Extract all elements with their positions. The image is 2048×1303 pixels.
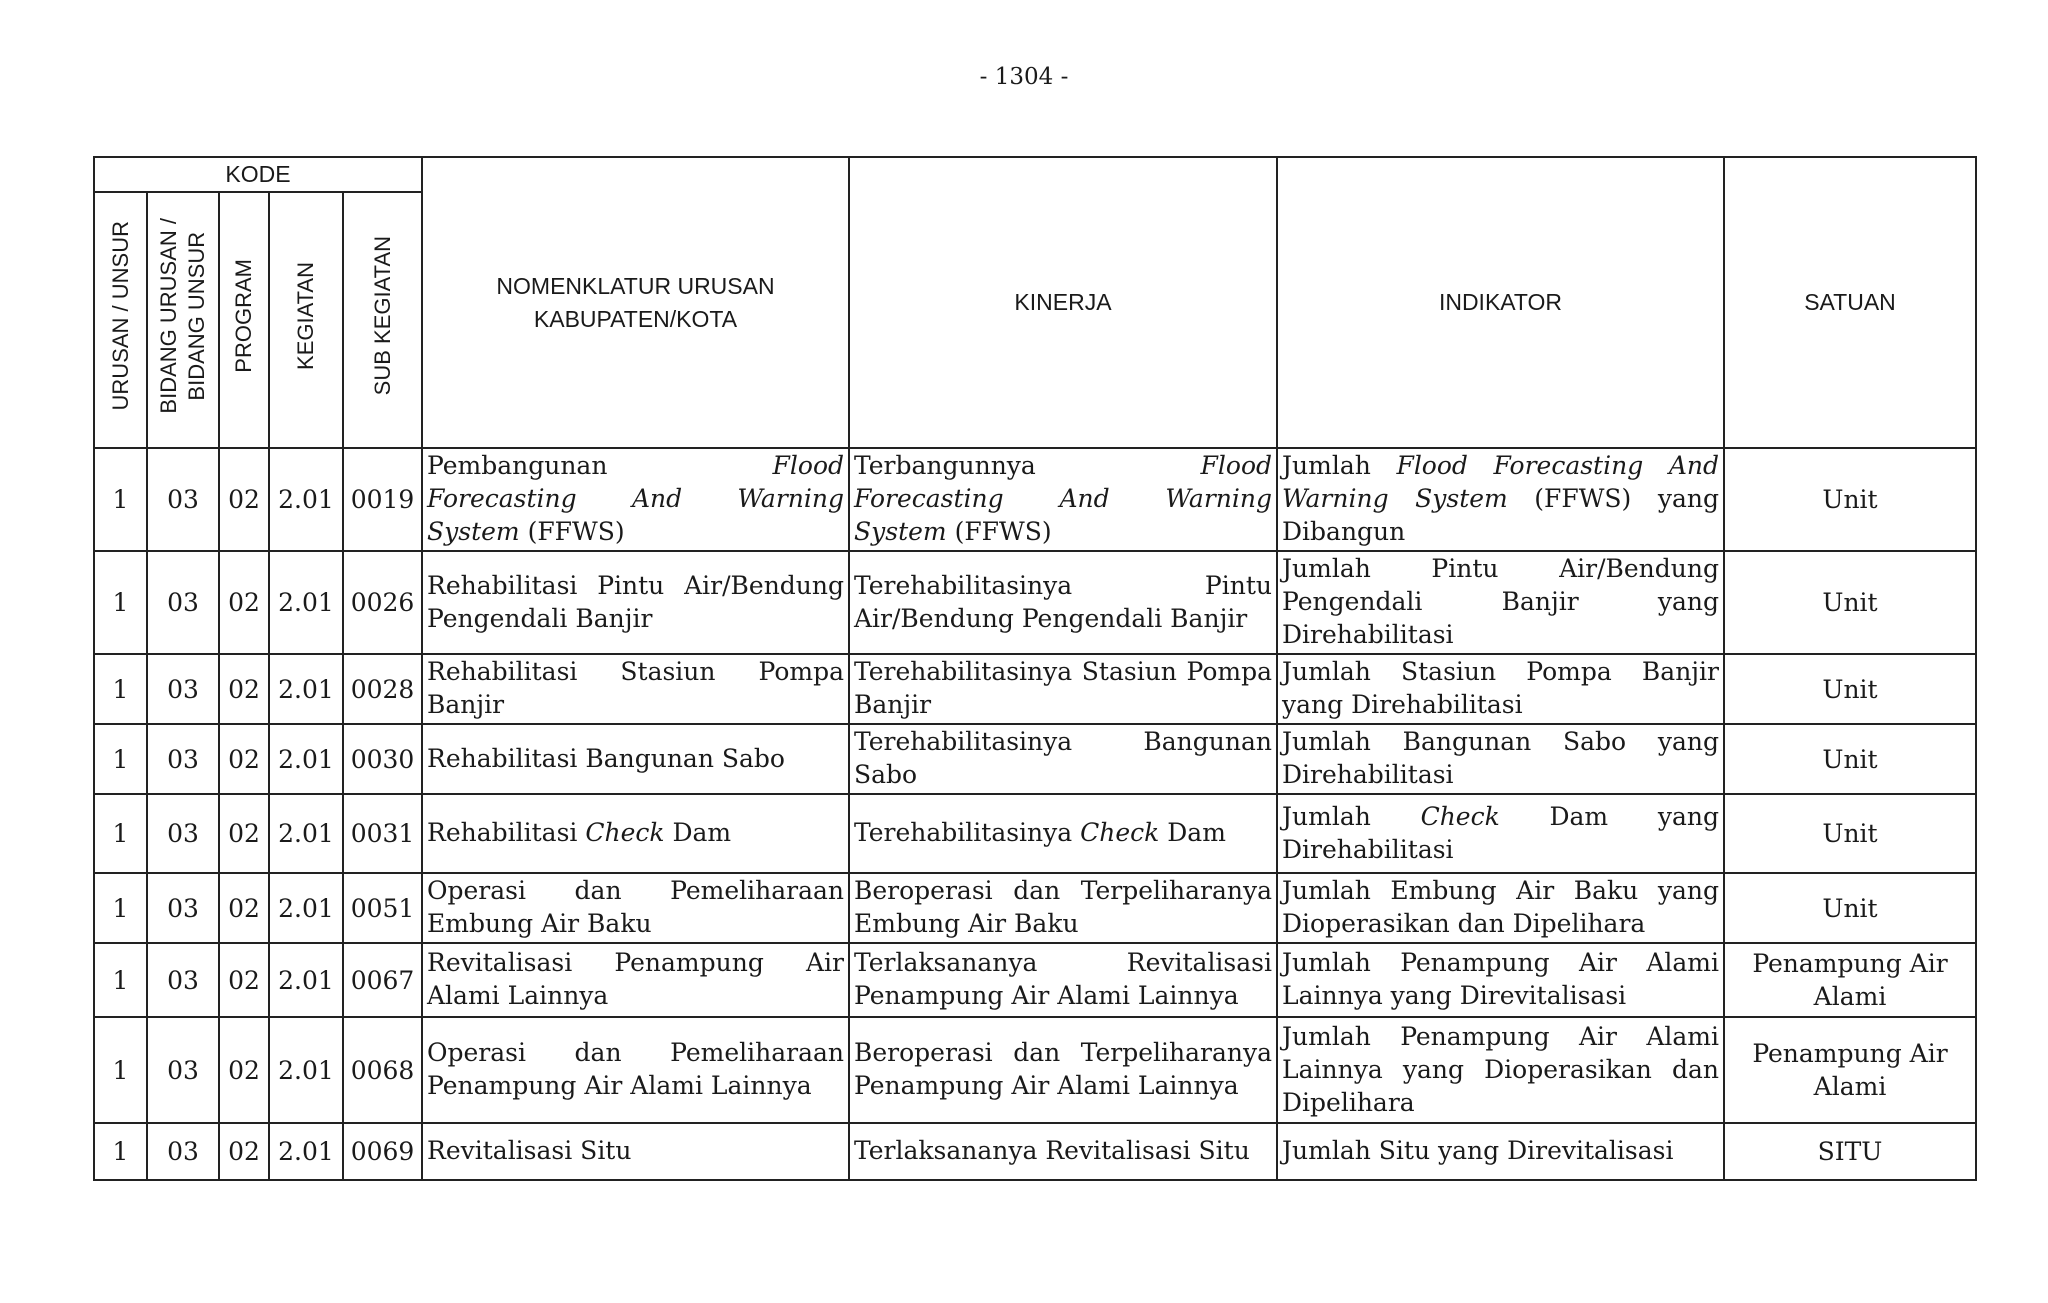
text-a: Jumlah	[1282, 801, 1421, 831]
cell-nomenklatur	[422, 654, 849, 724]
cell-urusan: 1	[94, 724, 147, 794]
text-a: Terehabilitasinya Bangunan Sabo	[854, 727, 1272, 789]
cell-program: 02	[219, 794, 269, 873]
cell-nomenklatur	[422, 1017, 849, 1123]
urusan-header-text: URUSAN / UNSUR	[107, 220, 133, 411]
nomenklatur-header-line2: KABUPATEN/KOTA	[533, 305, 738, 332]
cell-bidang: 03	[147, 873, 219, 943]
cell-urusan: 1	[94, 1123, 147, 1180]
cell-program: 02	[219, 873, 269, 943]
cell-program: 02	[219, 724, 269, 794]
cell-kinerja	[849, 551, 1277, 654]
cell-nomenklatur	[422, 943, 849, 1017]
nomenklatur-header-line1: NOMENKLATUR URUSAN	[496, 272, 775, 299]
cell-kegiatan: 2.01	[269, 1017, 343, 1123]
text-a: Jumlah Pintu Air/Bendung Pengendali Banjir yang Direhabilitasi	[1282, 554, 1719, 649]
text-b: Dam	[664, 818, 732, 847]
cell-urusan: 1	[94, 654, 147, 724]
indikator-header: INDIKATOR	[1277, 157, 1724, 448]
cell-sub-kegiatan: 0067	[343, 943, 422, 1017]
text-italic: Check	[585, 818, 665, 847]
text-a: Terlaksananya Revitalisasi Penampung Air Alami Lainnya	[854, 948, 1272, 1010]
text-a: Pembangunan	[427, 451, 773, 480]
cell-kinerja	[849, 1017, 1277, 1123]
text-a: Jumlah Penampung Air Alami Lainnya yang Direvitalisasi	[1282, 948, 1719, 1010]
cell-nomenklatur	[422, 724, 849, 794]
kinerja-header: KINERJA	[849, 157, 1277, 448]
cell-kinerja	[849, 448, 1277, 551]
cell-satuan: Unit	[1724, 654, 1976, 724]
text-a: Jumlah	[1282, 451, 1397, 480]
text-italic: Flood Forecasting And Warning System	[1282, 451, 1719, 513]
text-a: Jumlah Bangunan Sabo yang Direhabilitasi	[1282, 727, 1719, 789]
table-body	[94, 448, 1976, 1180]
table-row	[94, 1017, 1976, 1123]
cell-indikator	[1277, 1123, 1724, 1180]
sub-kegiatan-header	[343, 192, 422, 448]
text-a: Operasi dan Pemeliharaan Penampung Air Alami Lainnya	[427, 1038, 844, 1100]
text-a: Jumlah Stasiun Pompa Banjir yang Direhabilitasi	[1282, 657, 1719, 719]
urusan-header	[94, 192, 147, 448]
bidang-header-text	[155, 218, 211, 414]
text-a: Jumlah Embung Air Baku yang Dioperasikan dan Dipelihara	[1282, 876, 1719, 938]
cell-bidang: 03	[147, 551, 219, 654]
cell-kegiatan: 2.01	[269, 794, 343, 873]
cell-bidang: 03	[147, 654, 219, 724]
table-row	[94, 794, 1976, 873]
cell-urusan: 1	[94, 943, 147, 1017]
text-a: Rehabilitasi Stasiun Pompa Banjir	[427, 657, 844, 719]
cell-kinerja	[849, 794, 1277, 873]
text-a: Jumlah Penampung Air Alami Lainnya yang Dioperasikan dan Dipelihara	[1282, 1021, 1719, 1117]
text-a: Terlaksananya Revitalisasi Situ	[854, 1136, 1250, 1165]
cell-bidang: 03	[147, 1017, 219, 1123]
cell-program: 02	[219, 1017, 269, 1123]
cell-kinerja	[849, 654, 1277, 724]
cell-urusan: 1	[94, 1017, 147, 1123]
cell-satuan: Unit	[1724, 724, 1976, 794]
text-a: Terehabilitasinya	[854, 818, 1081, 847]
cell-indikator	[1277, 551, 1724, 654]
cell-nomenklatur	[422, 794, 849, 873]
cell-sub-kegiatan: 0068	[343, 1017, 422, 1123]
cell-nomenklatur	[422, 873, 849, 943]
cell-program: 02	[219, 448, 269, 551]
kode-header: KODE	[94, 157, 422, 192]
text-a: Rehabilitasi	[427, 818, 586, 847]
cell-satuan: Unit	[1724, 448, 1976, 551]
text-italic: Check	[1080, 818, 1160, 847]
cell-sub-kegiatan: 0031	[343, 794, 422, 873]
cell-kegiatan: 2.01	[269, 943, 343, 1017]
text-italic: Flood Forecasting And Warning System	[427, 451, 844, 546]
cell-indikator	[1277, 448, 1724, 551]
cell-sub-kegiatan: 0051	[343, 873, 422, 943]
cell-sub-kegiatan: 0028	[343, 654, 422, 724]
cell-nomenklatur	[422, 448, 849, 551]
table-row	[94, 873, 1976, 943]
bidang-header-line2: BIDANG UNSUR	[184, 231, 209, 400]
text-a: Rehabilitasi Bangunan Sabo	[427, 743, 785, 773]
table-row	[94, 1123, 1976, 1180]
cell-nomenklatur	[422, 1123, 849, 1180]
cell-kinerja	[849, 943, 1277, 1017]
table-row	[94, 943, 1976, 1017]
text-a: Beroperasi dan Terpeliharanya Embung Air Baku	[854, 876, 1272, 938]
cell-satuan: Unit	[1724, 794, 1976, 873]
cell-program: 02	[219, 943, 269, 1017]
table-row	[94, 448, 1976, 551]
text-a: Jumlah Situ yang Direvitalisasi	[1282, 1136, 1674, 1165]
cell-nomenklatur	[422, 551, 849, 654]
cell-bidang: 03	[147, 794, 219, 873]
text-a: Terbangunnya	[854, 451, 1201, 480]
cell-urusan: 1	[94, 873, 147, 943]
cell-kegiatan: 2.01	[269, 1123, 343, 1180]
cell-kegiatan: 2.01	[269, 551, 343, 654]
text-b: Dam	[1159, 818, 1226, 847]
text-b: Dam yang Direhabilitasi	[1282, 801, 1719, 864]
text-italic: Flood Forecasting And Warning System	[854, 451, 1272, 546]
kegiatan-header	[269, 192, 343, 448]
text-b: (FFWS) yang Dibangun	[1282, 484, 1719, 546]
cell-satuan: Penampung Air Alami	[1724, 1017, 1976, 1123]
cell-satuan: Unit	[1724, 873, 1976, 943]
bidang-header	[147, 192, 219, 448]
table-row	[94, 654, 1976, 724]
program-header	[219, 192, 269, 448]
cell-bidang: 03	[147, 943, 219, 1017]
text-a: Revitalisasi Penampung Air Alami Lainnya	[427, 948, 844, 1010]
cell-kinerja	[849, 724, 1277, 794]
bidang-header-line1: BIDANG URUSAN /	[156, 217, 181, 414]
nomenklatur-header	[422, 157, 849, 448]
cell-indikator	[1277, 724, 1724, 794]
cell-kegiatan: 2.01	[269, 448, 343, 551]
cell-urusan: 1	[94, 551, 147, 654]
cell-bidang: 03	[147, 724, 219, 794]
table-row	[94, 551, 1976, 654]
cell-urusan: 1	[94, 794, 147, 873]
cell-bidang: 03	[147, 1123, 219, 1180]
cell-satuan: Penampung Air Alami	[1724, 943, 1976, 1017]
cell-sub-kegiatan: 0026	[343, 551, 422, 654]
cell-indikator	[1277, 654, 1724, 724]
sub-kegiatan-header-text: SUB KEGIATAN	[369, 235, 395, 396]
kegiatan-header-text: KEGIATAN	[293, 261, 318, 370]
cell-kegiatan: 2.01	[269, 724, 343, 794]
text-italic: Check	[1420, 801, 1500, 831]
cell-kegiatan: 2.01	[269, 873, 343, 943]
cell-indikator	[1277, 873, 1724, 943]
cell-urusan: 1	[94, 448, 147, 551]
program-header-text: PROGRAM	[231, 258, 256, 373]
text-a: Revitalisasi Situ	[427, 1136, 632, 1165]
cell-kegiatan: 2.01	[269, 654, 343, 724]
table-row	[94, 724, 1976, 794]
cell-indikator	[1277, 794, 1724, 873]
cell-program: 02	[219, 551, 269, 654]
cell-sub-kegiatan: 0030	[343, 724, 422, 794]
text-a: Rehabilitasi Pintu Air/Bendung Pengendali Banjir	[427, 570, 844, 633]
text-b: (FFWS)	[946, 517, 1052, 546]
cell-program: 02	[219, 1123, 269, 1180]
cell-bidang: 03	[147, 448, 219, 551]
cell-kinerja	[849, 873, 1277, 943]
cell-satuan: Unit	[1724, 551, 1976, 654]
nomenclature-table	[93, 156, 1977, 1181]
text-a: Beroperasi dan Terpeliharanya Penampung Air Alami Lainnya	[854, 1038, 1272, 1100]
text-a: Operasi dan Pemeliharaan Embung Air Baku	[427, 876, 844, 938]
text-a: Terehabilitasinya Stasiun Pompa Banjir	[854, 657, 1272, 719]
cell-program: 02	[219, 654, 269, 724]
cell-indikator	[1277, 943, 1724, 1017]
cell-sub-kegiatan: 0069	[343, 1123, 422, 1180]
cell-kinerja	[849, 1123, 1277, 1180]
text-a: Terehabilitasinya Pintu Air/Bendung Pengendali Banjir	[854, 570, 1272, 633]
text-b: (FFWS)	[519, 517, 625, 546]
cell-satuan: SITU	[1724, 1123, 1976, 1180]
cell-indikator	[1277, 1017, 1724, 1123]
page-number: - 1304 -	[979, 64, 1069, 90]
satuan-header: SATUAN	[1724, 157, 1976, 448]
cell-sub-kegiatan: 0019	[343, 448, 422, 551]
